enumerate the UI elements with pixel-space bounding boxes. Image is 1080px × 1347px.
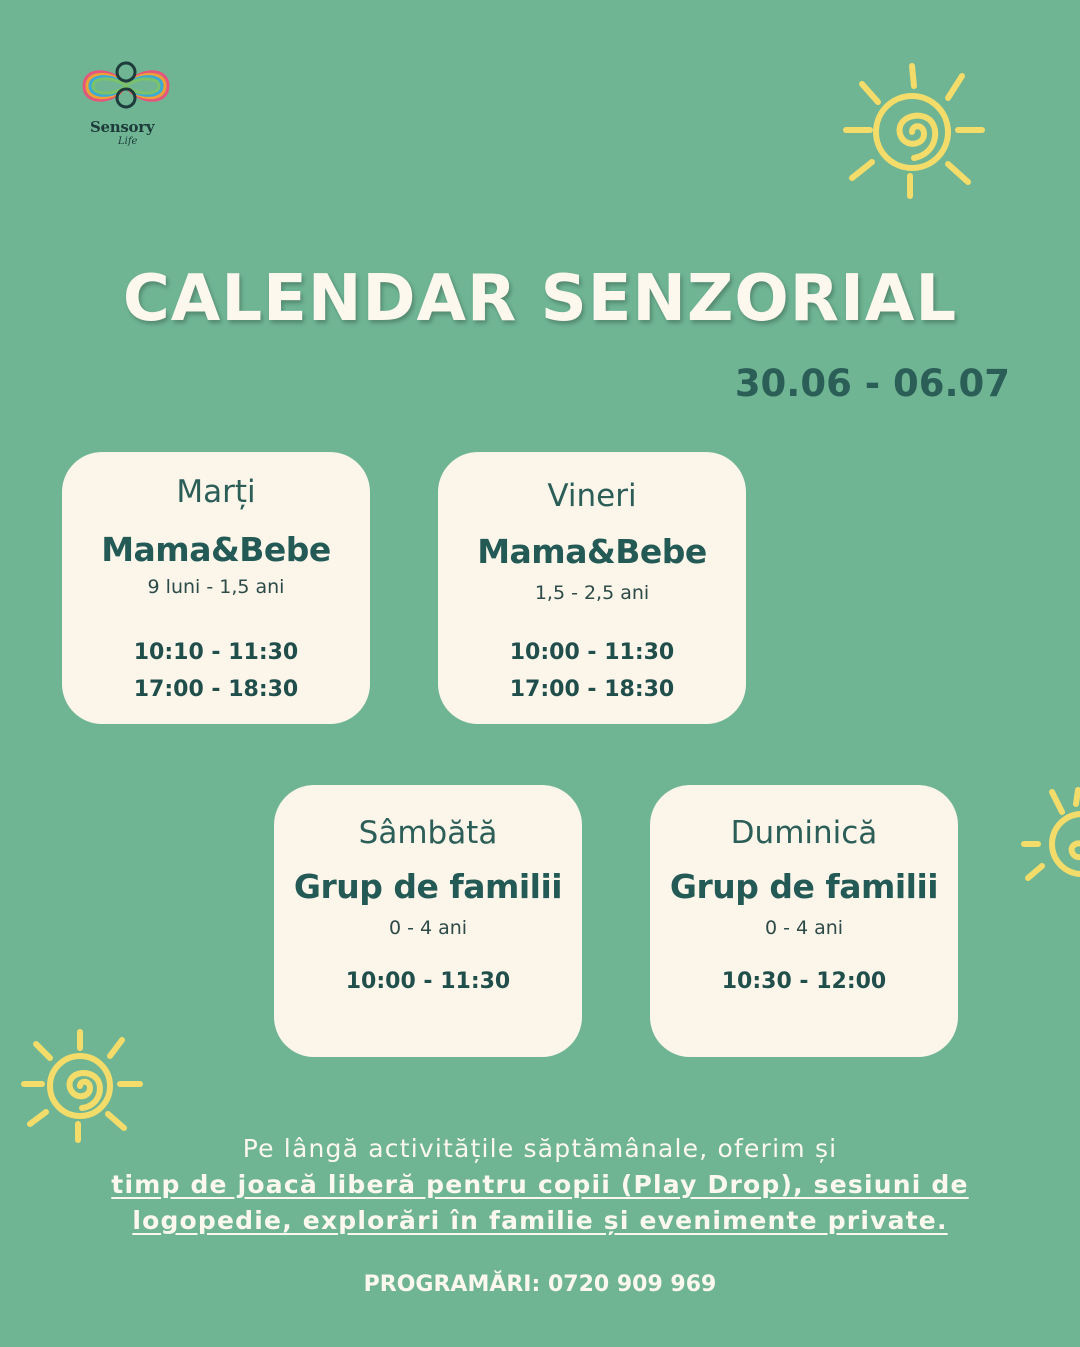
card-age: 1,5 - 2,5 ani (534, 582, 650, 604)
card-age: 0 - 4 ani (764, 917, 844, 939)
footer-services-line (0, 1206, 1080, 1235)
schedule-card-tuesday (62, 452, 370, 724)
footer-services-link[interactable]: timp de joacă liberă pentru copii (Play Drop), sesiuni de (111, 1170, 969, 1199)
card-time-slot: 10:00 - 11:30 (509, 640, 675, 665)
card-time-slot: 10:00 - 11:30 (345, 969, 511, 994)
date-range: 30.06 - 06.07 (734, 362, 1010, 405)
schedule-card-sunday (650, 785, 958, 1057)
card-time-slot: 17:00 - 18:30 (509, 677, 675, 702)
sun-icon (1018, 786, 1080, 890)
footer-services-line (0, 1170, 1080, 1199)
card-activity: Mama&Bebe (101, 530, 331, 569)
card-activity: Grup de familii (293, 867, 563, 906)
footer-intro: Pe lângă activitățile săptămânale, oferim și (242, 1134, 838, 1163)
card-time-slot: 17:00 - 18:30 (133, 677, 299, 702)
sensory-logo-icon (78, 58, 174, 114)
card-day: Sâmbătă (358, 815, 498, 851)
brand-logo (78, 58, 174, 158)
schedule-card-friday (438, 452, 746, 724)
schedule-card-saturday (274, 785, 582, 1057)
card-activity: Grup de familii (669, 867, 939, 906)
sun-icon (20, 1028, 144, 1144)
brand-name: Sensory (90, 118, 155, 136)
footer-services-link[interactable]: logopedie, explorări în familie și evenimente private. (132, 1206, 948, 1235)
card-age: 0 - 4 ani (388, 917, 468, 939)
card-day: Vineri (547, 478, 637, 514)
booking-phone[interactable]: PROGRAMĂRI: 0720 909 969 (363, 1272, 717, 1297)
card-time-slot: 10:30 - 12:00 (721, 969, 887, 994)
card-day: Marți (176, 474, 256, 510)
sun-icon (842, 62, 988, 202)
card-activity: Mama&Bebe (477, 532, 707, 571)
brand-sub: Life (118, 136, 138, 147)
card-age: 9 luni - 1,5 ani (147, 576, 285, 598)
page-title: CALENDAR SENZORIAL (122, 262, 958, 336)
card-time-slot: 10:10 - 11:30 (133, 640, 299, 665)
card-day: Duminică (730, 815, 878, 851)
